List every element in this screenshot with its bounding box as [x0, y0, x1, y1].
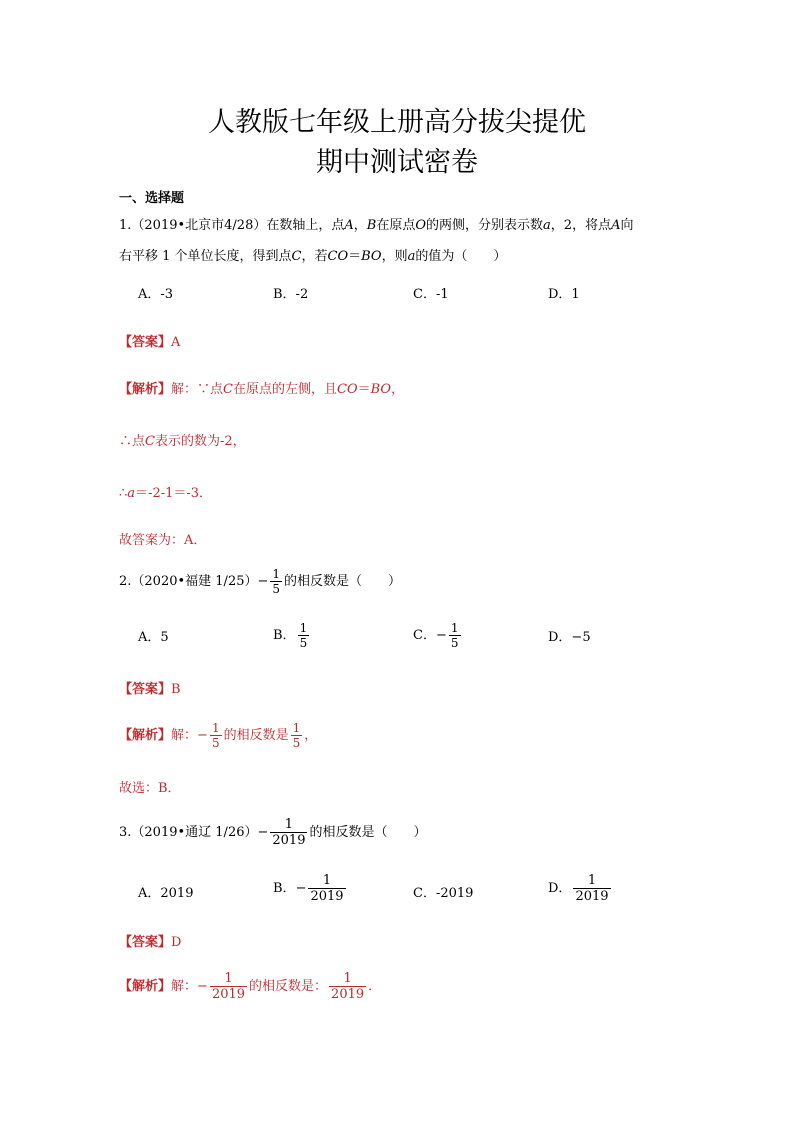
q2-option-c — [413, 622, 463, 649]
title-line-1: 人教版七年级上册高分拔尖提优 — [208, 107, 586, 138]
q3-text: 3.（2019•通辽 1/26） — [119, 825, 258, 840]
q1-text: 在原点 — [376, 218, 416, 233]
q1-analysis-text: ∴ — [119, 486, 128, 501]
fraction-denominator: 5 — [272, 582, 281, 596]
analysis-label: 【解析】 — [119, 979, 172, 994]
q1-analysis-text: ＝-2-1＝-3． — [135, 486, 213, 501]
fraction-numerator: 1 — [450, 621, 459, 635]
q3-answer — [119, 934, 181, 952]
q3-analysis-fraction — [210, 972, 247, 1001]
q1-analysis-var: a — [127, 486, 136, 501]
fraction-numerator: 1 — [210, 972, 247, 987]
q1-var: a — [543, 218, 551, 233]
answer-value: B — [171, 682, 181, 697]
q1-analysis-seg: BO — [370, 382, 392, 397]
q3-option-d-fraction — [573, 874, 610, 903]
q1-text: 向 — [620, 218, 634, 233]
q2-analysis-text: ， — [304, 728, 318, 743]
q2-answer — [119, 681, 181, 699]
fraction-denominator: 2019 — [575, 889, 609, 904]
fraction-denominator: 2019 — [310, 889, 344, 904]
q1-point: C — [291, 249, 302, 264]
q1-text: ，则 — [381, 249, 408, 264]
q1-analysis-text: ∴点 — [119, 434, 146, 449]
title-line-2: 期中测试密卷 — [316, 147, 478, 178]
q1-analysis-text: 解：∵点 — [171, 382, 224, 397]
q3-analysis-fraction — [329, 972, 366, 1001]
q3-analysis-text: ． — [368, 979, 382, 994]
fraction-numerator: 1 — [292, 721, 301, 735]
q3-analysis — [119, 972, 381, 1001]
q1-text: ， — [353, 218, 367, 233]
q2-analysis-fraction — [291, 722, 303, 749]
q3-analysis-text: 的相反数是： — [249, 979, 328, 994]
q1-analysis-text: ＝ — [357, 382, 371, 397]
q1-point: A — [611, 218, 621, 233]
q3-option-d — [548, 874, 613, 903]
q1-analysis-line-4: 故答案为：A． — [119, 533, 207, 548]
q2-option-a: A．5 — [138, 630, 169, 645]
q3-analysis-text: 解： — [171, 979, 198, 994]
q1-option-a: A．-3 — [138, 287, 174, 302]
fraction-numerator: 1 — [270, 818, 307, 833]
q1-line-2 — [119, 248, 506, 266]
q2-analysis-fraction — [210, 722, 222, 749]
q3-option-c: C．-2019 — [413, 886, 474, 901]
fraction-denominator: 2019 — [272, 833, 306, 848]
q1-analysis-line-1 — [119, 381, 404, 399]
q1-point: A — [344, 218, 354, 233]
q2-text: 的相反数是（ ） — [284, 574, 402, 589]
q2-option-c-fraction — [449, 622, 461, 649]
q1-text: 的值为（ ） — [415, 249, 507, 264]
q1-var: a — [407, 249, 416, 264]
q1-analysis-point: C — [223, 382, 233, 397]
fraction-denominator: 5 — [211, 736, 220, 750]
answer-label: 【答案】 — [119, 935, 172, 950]
q1-analysis-text: ， — [391, 382, 405, 397]
option-label: B． — [273, 881, 296, 896]
fraction-denominator: 2019 — [331, 987, 365, 1002]
q2-analysis-minus: − — [197, 728, 208, 743]
q2-option-d: D．−5 — [548, 630, 591, 645]
answer-value: A — [171, 335, 181, 350]
q3-text: 的相反数是（ ） — [309, 825, 427, 840]
q1-option-b: B．-2 — [273, 287, 309, 302]
option-minus: − — [435, 628, 447, 643]
analysis-label: 【解析】 — [119, 382, 172, 397]
q1-line-1 — [119, 217, 633, 235]
q2-text: 2.（2020•福建 1/25） — [119, 574, 258, 589]
q1-option-c: C．-1 — [413, 287, 449, 302]
q1-text: ，2，将点 — [550, 218, 612, 233]
q2-analysis-text: 解： — [171, 728, 198, 743]
fraction-numerator: 1 — [573, 874, 610, 889]
q1-point: O — [415, 218, 427, 233]
q1-point: B — [366, 218, 377, 233]
q3-option-b — [273, 874, 348, 903]
fraction-denominator: 5 — [299, 636, 308, 650]
q3-minus: − — [257, 825, 269, 840]
q2-minus: − — [257, 574, 269, 589]
q1-seg: BO — [361, 249, 382, 264]
q1-text: ＝ — [348, 249, 362, 264]
q1-analysis-text: 表示的数为-2， — [154, 434, 246, 449]
q2-analysis — [119, 722, 317, 749]
fraction-numerator: 1 — [299, 621, 308, 635]
q2-analysis-final: 故选：B． — [119, 781, 181, 796]
fraction-numerator: 1 — [272, 567, 281, 581]
fraction-numerator: 1 — [211, 721, 220, 735]
q3-analysis-minus: − — [197, 979, 208, 994]
q1-text: 的两侧，分别表示数 — [426, 218, 544, 233]
option-label: C． — [413, 628, 436, 643]
answer-value: D — [171, 935, 182, 950]
option-label: B． — [273, 628, 296, 643]
fraction-denominator: 5 — [292, 736, 301, 750]
q3-stem — [119, 818, 427, 847]
q1-analysis-line-2 — [119, 433, 246, 451]
analysis-label: 【解析】 — [119, 728, 172, 743]
fraction-denominator: 5 — [450, 636, 459, 650]
q1-text: ，若 — [301, 249, 328, 264]
q1-option-d: D．1 — [548, 287, 580, 302]
q1-analysis-line-3 — [119, 485, 212, 503]
q1-text: 右平移 1 个单位长度，得到点 — [119, 249, 292, 264]
q2-analysis-text: 的相反数是 — [223, 728, 289, 743]
q2-option-b — [273, 622, 311, 649]
fraction-denominator: 2019 — [211, 987, 246, 1002]
q1-text: 1.（2019•北京市4/28）在数轴上，点 — [119, 218, 345, 233]
q3-option-b-fraction — [308, 874, 345, 903]
q1-answer — [119, 334, 180, 352]
answer-label: 【答案】 — [119, 682, 172, 697]
q2-fraction — [270, 568, 282, 595]
fraction-numerator: 1 — [329, 972, 366, 987]
answer-label: 【答案】 — [119, 335, 172, 350]
q1-seg: CO — [327, 249, 349, 264]
q2-stem — [119, 568, 401, 595]
q1-analysis-seg: CO — [337, 382, 358, 397]
q2-option-b-fraction — [298, 622, 310, 649]
fraction-numerator: 1 — [308, 874, 345, 889]
q1-analysis-text: 在原点的左侧，且 — [232, 382, 337, 397]
q3-fraction — [270, 818, 307, 847]
section-heading: 一、选择题 — [119, 191, 185, 206]
q1-analysis-point: C — [145, 434, 155, 449]
option-label: D． — [548, 881, 572, 896]
q3-option-a: A．2019 — [138, 886, 194, 901]
option-minus: − — [295, 881, 307, 896]
